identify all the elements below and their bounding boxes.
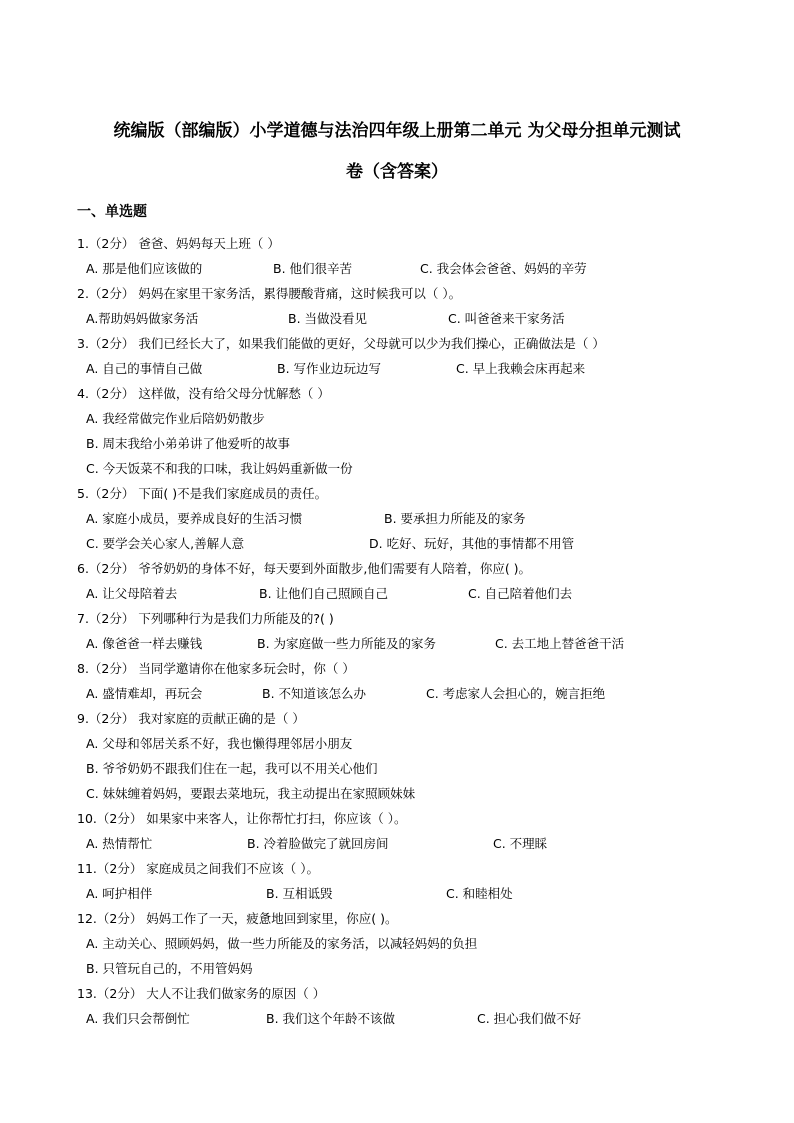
question-stem: 7.（2分） 下列哪种行为是我们力所能及的?( ) [77,611,334,626]
option-a: A. 让父母陪着去 [86,586,178,601]
option-b: B. 冷着脸做完了就回房间 [247,836,389,851]
option-b: B. 写作业边玩边写 [277,361,382,376]
option-a: A.帮助妈妈做家务活 [86,311,199,326]
question-stem: 9.（2分） 我对家庭的贡献正确的是（ ） [77,711,305,726]
option-a: A. 我们只会帮倒忙 [86,1011,190,1026]
question-stem: 13.（2分） 大人不让我们做家务的原因（ ） [77,986,326,1001]
question-stem: 4.（2分） 这样做，没有给父母分忧解愁（ ） [77,386,330,401]
option-c: C. 今天饭菜不和我的口味，我让妈妈重新做一份 [86,461,353,476]
option-a: A. 自己的事情自己做 [86,361,203,376]
option-b: B. 让他们自己照顾自己 [259,586,389,601]
option-c: C. 早上我赖会床再起来 [456,361,586,376]
option-c: C. 妹妹缠着妈妈，要跟去菜地玩，我主动提出在家照顾妹妹 [86,786,416,801]
question-stem: 3.（2分） 我们已经长大了，如果我们能做的更好，父母就可以少为我们操心，正确做法是（ ） [77,336,605,351]
option-a: A. 盛情难却，再玩会 [86,686,203,701]
option-c: C. 我会体会爸爸、妈妈的辛劳 [420,261,587,276]
option-c: C. 自己陪着他们去 [468,586,573,601]
option-b: B. 只管玩自己的，不用管妈妈 [86,961,253,976]
option-b: B. 当做没看见 [288,311,368,326]
question-stem: 2.（2分） 妈妈在家里干家务活，累得腰酸背痛，这时候我可以（ ）。 [77,286,462,301]
exam-title-line-2: 卷（含答案） [346,162,448,182]
question-stem: 5.（2分） 下面( )不是我们家庭成员的责任。 [77,486,328,501]
option-a: A. 热情帮忙 [86,836,153,851]
option-a: A. 那是他们应该做的 [86,261,203,276]
option-a: A. 呵护相伴 [86,886,153,901]
option-c: C. 担心我们做不好 [477,1011,582,1026]
option-c: C. 和睦相处 [446,886,513,901]
option-a: A. 家庭小成员，要养成良好的生活习惯 [86,511,303,526]
question-stem: 8.（2分） 当同学邀请你在他家多玩会时，你（ ） [77,661,355,676]
question-stem: 1.（2分） 爸爸、妈妈每天上班（ ） [77,236,280,251]
option-b: B. 不知道该怎么办 [262,686,367,701]
option-a: A. 像爸爸一样去赚钱 [86,636,203,651]
option-c: C. 去工地上替爸爸干活 [495,636,625,651]
option-b: B. 爷爷奶奶不跟我们住在一起，我可以不用关心他们 [86,761,378,776]
option-a: A. 父母和邻居关系不好，我也懒得理邻居小朋友 [86,736,353,751]
question-stem: 12.（2分） 妈妈工作了一天，疲惫地回到家里，你应( )。 [77,911,398,926]
exam-title-line-1: 统编版（部编版）小学道德与法治四年级上册第二单元 为父母分担单元测试 [113,121,681,141]
option-c: C. 叫爸爸来干家务活 [448,311,565,326]
option-b: B. 互相诋毁 [266,886,333,901]
option-b: B. 他们很辛苦 [273,261,353,276]
question-stem: 10.（2分） 如果家中来客人，让你帮忙打扫，你应该（ ）。 [77,811,407,826]
section-heading: 一、单选题 [77,204,147,220]
option-c: C. 不理睬 [493,836,548,851]
option-b: B. 周末我给小弟弟讲了他爱听的故事 [86,436,291,451]
option-c: C. 考虑家人会担心的，婉言拒绝 [426,686,606,701]
option-b: B. 我们这个年龄不该做 [266,1011,396,1026]
option-b: B. 要承担力所能及的家务 [384,511,526,526]
question-stem: 11.（2分） 家庭成员之间我们不应该（ ）。 [77,861,320,876]
option-a: A. 主动关心、照顾妈妈，做一些力所能及的家务活，以减轻妈妈的负担 [86,936,478,951]
option-b: B. 为家庭做一些力所能及的家务 [257,636,437,651]
option-c: C. 要学会关心家人,善解人意 [86,536,245,551]
option-d: D. 吃好、玩好，其他的事情都不用管 [369,536,575,551]
question-stem: 6.（2分） 爷爷奶奶的身体不好，每天要到外面散步,他们需要有人陪着，你应( )。 [77,561,532,576]
option-a: A. 我经常做完作业后陪奶奶散步 [86,411,265,426]
